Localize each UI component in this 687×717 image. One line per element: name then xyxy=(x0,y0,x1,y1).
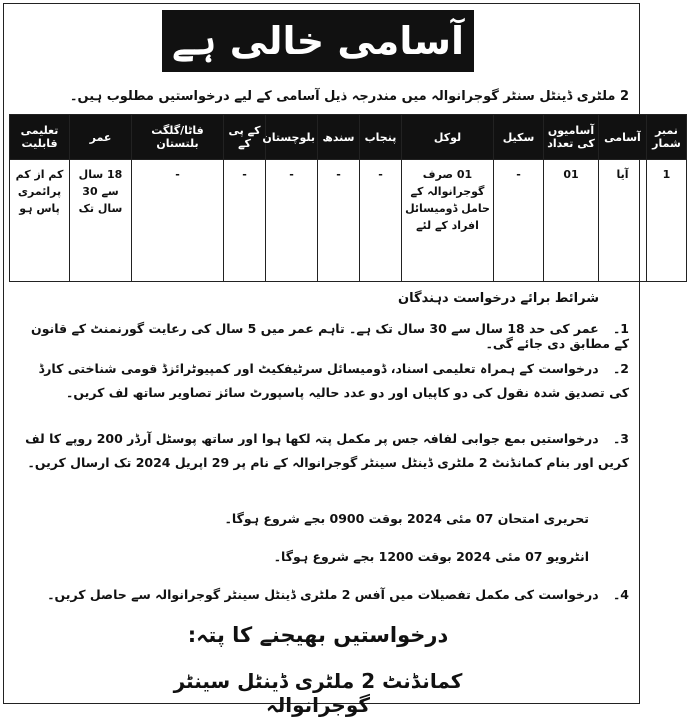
table-cell: - xyxy=(318,160,360,282)
table-cell: - xyxy=(132,160,224,282)
condition-number: 4۔ xyxy=(612,587,629,602)
header-cell: آسامی xyxy=(599,115,647,160)
header-cell: پنجاب xyxy=(360,115,402,160)
header-cell: عمر xyxy=(70,115,132,160)
table-cell: 01 xyxy=(544,160,599,282)
condition-number: 2۔ xyxy=(612,361,629,376)
header-cell: نمبر شمار xyxy=(647,115,687,160)
header-cell: سکیل xyxy=(494,115,544,160)
conditions-title: شرائط برائے درخواست دہندگان xyxy=(398,291,599,306)
header-cell: فاٹا/گلگت بلتستان xyxy=(132,115,224,160)
header-cell: لوکل xyxy=(402,115,494,160)
table-cell: - xyxy=(494,160,544,282)
written-exam-line: تحریری امتحان 07 مئی 2024 بوقت 0900 بجے شروع ہوگا۔ xyxy=(224,511,589,526)
table-cell: - xyxy=(266,160,318,282)
header-cell: کے پی کے xyxy=(224,115,266,160)
header-cell: بلوچستان xyxy=(266,115,318,160)
table-cell: - xyxy=(360,160,402,282)
condition-item xyxy=(21,587,629,602)
table-cell: 01 صرف گوجرانوالہ کے حامل ڈومیسائل افراد کے لئے xyxy=(402,160,494,282)
table-cell: کم از کم پرائمری پاس ہو xyxy=(10,160,70,282)
banner-title: آسامی خالی ہے xyxy=(172,19,464,63)
table-header-row xyxy=(10,115,687,160)
address-heading: درخواستیں بھیجنے کا پتہ: xyxy=(187,623,449,647)
interview-line: انٹرویو 07 مئی 2024 بوقت 1200 بجے شروع ہوگا۔ xyxy=(273,549,589,564)
table-cell: آیا xyxy=(599,160,647,282)
condition-text: درخواست کے ہمراہ تعلیمی اسناد، ڈومیسائل سرٹیفکیٹ اور کمپیوٹرائزڈ قومی شناختی کارڈ کی تصدیق شدہ نقول کی دو کاپیاں اور دو عدد حالیہ پاسپورٹ سائز تصاویر ساتھ لف کریں۔ xyxy=(38,361,629,400)
vacancy-banner xyxy=(162,10,474,72)
header-cell: تعلیمی قابلیت xyxy=(10,115,70,160)
condition-number: 1۔ xyxy=(612,321,629,336)
condition-text: عمر کی حد 18 سال سے 30 سال تک ہے۔ تاہم عمر میں 5 سال کی رعایت گورنمنٹ کے قانون کے مطابق دی جائے گی۔ xyxy=(31,321,629,351)
table-cell: 1 xyxy=(647,160,687,282)
condition-text: درخواست کی مکمل تفصیلات میں آفس 2 ملٹری ڈینٹل سینٹر گوجرانوالہ سے حاصل کریں۔ xyxy=(47,587,599,602)
address-body: کمانڈنٹ 2 ملٹری ڈینٹل سینٹر گوجرانوالہ xyxy=(173,669,463,717)
header-cell: سندھ xyxy=(318,115,360,160)
condition-item xyxy=(21,357,629,405)
table-row xyxy=(10,160,687,282)
condition-item xyxy=(21,427,629,475)
condition-item xyxy=(21,321,629,351)
table-cell: - xyxy=(224,160,266,282)
vacancy-table xyxy=(9,114,687,282)
condition-number: 3۔ xyxy=(612,431,629,446)
address-section xyxy=(133,617,503,717)
header-cell: آسامیوں کی تعداد xyxy=(544,115,599,160)
table-cell: 18 سال سے 30 سال تک xyxy=(70,160,132,282)
intro-text: 2 ملٹری ڈینٹل سنٹر گوجرانوالہ میں مندرجہ ذیل آسامی کے لیے درخواستیں مطلوب ہیں۔ xyxy=(69,89,629,104)
condition-text: درخواستیں بمع جوابی لفافہ جس پر مکمل پتہ لکھا ہوا اور ساتھ پوسٹل آرڈر 200 روپے کا لف کریں اور بنام کمانڈنٹ 2 ملٹری ڈینٹل سینٹر گوجرانوالہ کے نام پر 29 اپریل 2024 تک ارسال کریں۔ xyxy=(25,431,629,470)
